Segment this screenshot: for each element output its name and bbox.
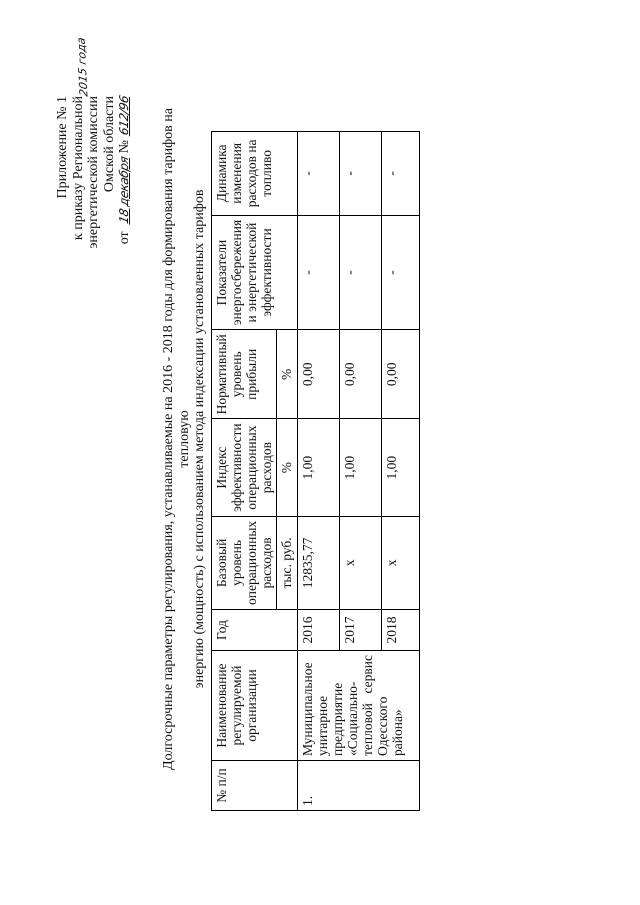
- title-line-1: Долгосрочные параметры регулирования, устанавливаемые на 2016 - 2018 годы для формирования тарифов на тепловую: [161, 108, 192, 770]
- cell-year: 2018: [382, 610, 420, 651]
- cell-profit: 0,00: [382, 330, 420, 419]
- number-label: №: [117, 140, 132, 154]
- table-row: [298, 131, 340, 810]
- cell-profit: 0,00: [298, 330, 340, 419]
- unit-base: тыс. руб.: [277, 516, 298, 609]
- cell-energy: -: [298, 215, 340, 329]
- cell-year: 2017: [340, 610, 382, 651]
- unit-index: %: [277, 419, 298, 516]
- cell-fuel: -: [382, 131, 420, 215]
- handwritten-number: 612/96: [117, 94, 131, 137]
- title-line-2: энергию (мощность) с использованием метода индексации установленных тарифов: [192, 189, 207, 689]
- from-label: от: [117, 231, 132, 245]
- cell-energy: -: [382, 215, 420, 329]
- cell-base: х: [382, 516, 420, 609]
- handwritten-year: 2015 года: [74, 36, 91, 98]
- header-index: Индекс эффективности операционных расходов: [212, 419, 277, 516]
- header-num: № п/п: [212, 761, 298, 811]
- cell-base: х: [340, 516, 382, 609]
- cell-fuel: -: [298, 131, 340, 215]
- header-year: Год: [212, 610, 298, 651]
- parameters-table: [211, 131, 420, 811]
- header-profit: Нормативный уровень прибыли: [212, 330, 277, 419]
- header-org: Наименование регулируемой организации: [212, 651, 298, 761]
- unit-profit: %: [277, 330, 298, 419]
- order-date-number-line: [117, 96, 133, 249]
- cell-index: 1,00: [340, 419, 382, 516]
- cell-profit: 0,00: [340, 330, 382, 419]
- cell-energy: -: [340, 215, 382, 329]
- handwritten-date: 18 декабря: [117, 155, 131, 226]
- document-title: [161, 79, 208, 799]
- appendix-line-1: Приложение № 1: [55, 96, 70, 199]
- org-name: Муниципальное унитарное предприятие «Социально-тепловой сервис Одесского района»: [298, 651, 420, 761]
- cell-index: 1,00: [298, 419, 340, 516]
- header-fuel: Динамика изменения расходов на топливо: [212, 131, 298, 215]
- cell-fuel: -: [340, 131, 382, 215]
- appendix-line-2: к приказу Региональной: [70, 96, 86, 241]
- header-energy: Показатели энергосбережения и энергетической эффективности: [212, 215, 298, 329]
- org-number: 1.: [298, 761, 420, 811]
- appendix-block: [55, 96, 133, 249]
- header-row: [212, 131, 277, 810]
- cell-base: 12835,77: [298, 516, 340, 609]
- appendix-line-4: Омской области: [101, 96, 117, 193]
- appendix-line-3: энергетической комиссии: [86, 96, 101, 249]
- cell-year: 2016: [298, 610, 340, 651]
- header-base: Базовый уровень операционных расходов: [212, 516, 277, 609]
- cell-index: 1,00: [382, 419, 420, 516]
